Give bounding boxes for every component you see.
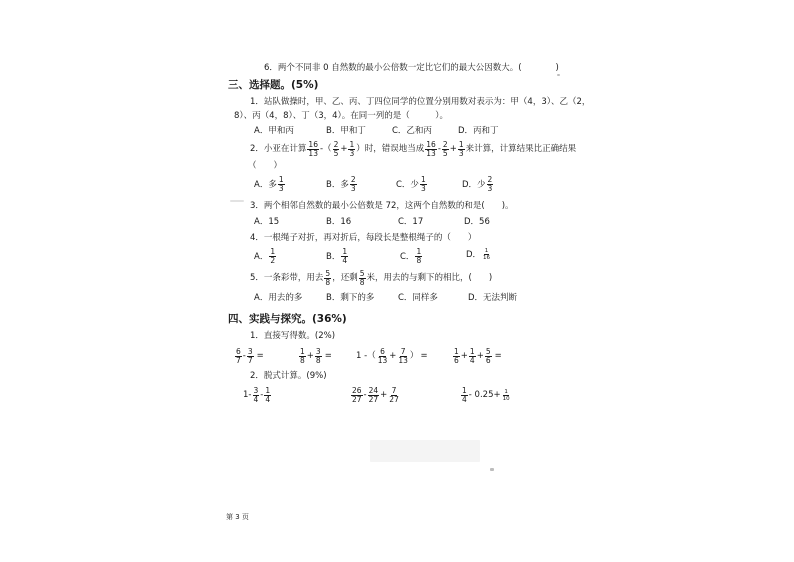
fraction-16-13-b: $\frac{16}{13}$ <box>426 139 436 158</box>
choice-question-5: 5．一条彩带，用去 $\frac{5}{8}$ ，还剩 $\frac{5}{8}$ 米，用去的与剩下的相比，( ) <box>250 268 493 287</box>
fraction-1-3: $\frac{1}{3}$ <box>349 139 355 158</box>
q2-answer-paren: （ ） <box>248 161 283 171</box>
step-calc-3: $\frac{1}{4}$ - 0.25+ $\frac{1}{10}$ <box>462 385 510 404</box>
q5-option-d: D．无法判断 <box>468 293 518 303</box>
calc-item-1: $\frac{6}{7}$ - $\frac{3}{7}$ = <box>236 346 264 365</box>
scan-speck <box>230 200 244 202</box>
scan-smudge <box>370 440 480 462</box>
choice-question-4: 4．一根绳子对折，再对折后，每段长是整根绳子的（ ） <box>250 233 477 243</box>
page-footer: 第 3 页 <box>226 513 249 521</box>
calc-item-4: $\frac{1}{6}$ + $\frac{1}{4}$ + $\frac{5}{6}$ = <box>454 346 502 365</box>
q4-option-b: B． $\frac{1}{4}$ <box>326 247 348 265</box>
scan-speck <box>557 74 560 76</box>
calc-item-2: $\frac{1}{8}$ + $\frac{3}{8}$ = <box>300 346 332 365</box>
q1-option-d: D．丙和丁 <box>458 126 499 136</box>
q3-option-d: D．56 <box>464 217 490 227</box>
q5-option-c: C．同样多 <box>398 293 438 303</box>
q1-option-a: A．甲和丙 <box>254 126 294 136</box>
q4-option-d: D． $\frac{1}{16}$ <box>466 248 491 261</box>
choice-question-1-line-2: 8）、丙（4，8）、丁（3，4）。在同一列的是（ ）。 <box>234 111 449 121</box>
q5-option-b: B．剩下的多 <box>326 293 375 303</box>
fraction-5-8-b: $\frac{5}{8}$ <box>359 268 365 287</box>
true-false-question-6: 6．两个不同非 0 自然数的最小公倍数一定比它们的最大公因数大。( ) <box>264 63 559 73</box>
q2-text-b: 时，错误地当成 <box>364 144 425 154</box>
section-3-heading: 三、选择题。(5%) <box>228 79 319 91</box>
q3-option-c: C．17 <box>398 217 424 227</box>
q2-text-c: 来计算，计算结果比正确结果 <box>465 144 577 154</box>
practice-2-title: 2．脱式计算。(9%) <box>250 371 327 381</box>
practice-1-title: 1．直接写得数。(2%) <box>250 331 336 341</box>
q1-option-c: C．乙和丙 <box>392 126 432 136</box>
step-calc-1: 1 - $\frac{3}{4}$ - $\frac{1}{4}$ <box>243 385 271 404</box>
section-4-heading: 四、实践与探究。(36%) <box>228 313 347 325</box>
q2-option-d: D．少 $\frac{2}{3}$ <box>462 175 493 193</box>
fraction-16-13: $\frac{16}{13}$ <box>308 139 318 158</box>
fraction-5-8: $\frac{5}{8}$ <box>325 268 331 287</box>
q3-option-a: A．15 <box>254 217 280 227</box>
q4-option-a: A． $\frac{1}{2}$ <box>254 247 276 265</box>
fraction-2-5: $\frac{2}{5}$ <box>333 139 339 158</box>
fraction-2-5-b: $\frac{2}{5}$ <box>442 139 448 158</box>
q1-option-b: B．甲和丁 <box>326 126 366 136</box>
q2-option-a: A．多 $\frac{1}{3}$ <box>254 175 284 193</box>
choice-question-3: 3．两个相邻自然数的最小公倍数是 72，这两个自然数的和是( )。 <box>250 201 514 211</box>
choice-question-2: 2．小亚在计算 $\frac{16}{13}$ - （ $\frac{2}{5}$ + $\frac{1}{3}$ ） 时，错误地当成 $\frac{16}{13}$ - $\frac{2}{5}$ + $\frac{1}{3}$ 来计算，计算结果比正确结果 <box>250 139 577 158</box>
q4-option-c: C． $\frac{1}{8}$ <box>400 247 422 265</box>
q2-option-c: C．少 $\frac{1}{3}$ <box>396 175 426 193</box>
fraction-1-3-b: $\frac{1}{3}$ <box>458 139 464 158</box>
step-calc-2: $\frac{26}{27}$ - $\frac{24}{27}$ + $\frac{7}{27}$ <box>352 385 399 404</box>
q2-option-b: B．多 $\frac{2}{3}$ <box>326 175 356 193</box>
choice-question-1-line-1: 1．站队做操时，甲、乙、丙、丁四位同学的位置分别用数对表示为：甲（4，3）、乙（2， <box>250 97 591 107</box>
scan-speck <box>490 468 494 471</box>
q3-option-b: B．16 <box>326 217 352 227</box>
q5-option-a: A．用去的多 <box>254 293 303 303</box>
calc-item-3: 1 - （ $\frac{6}{13}$ + $\frac{7}{13}$ ） = <box>356 346 428 365</box>
q2-text-a: 2．小亚在计算 <box>250 144 307 154</box>
